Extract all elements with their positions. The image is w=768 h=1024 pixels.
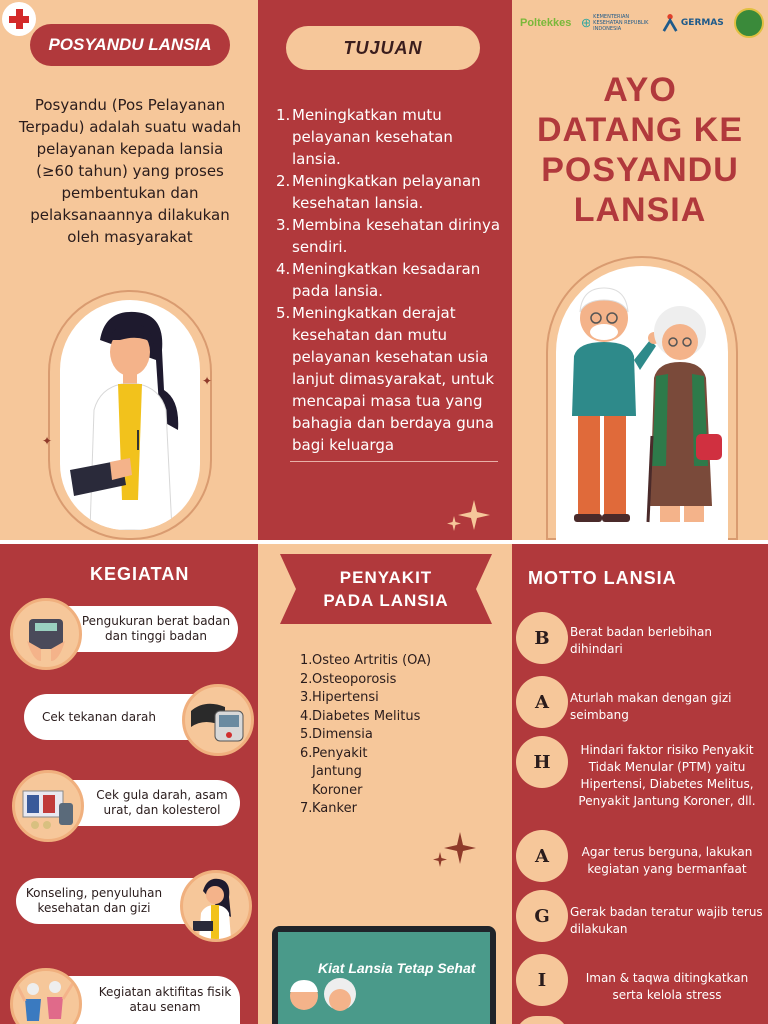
logo-bar — [520, 6, 764, 40]
list-item: 3. Hipertensi — [300, 690, 379, 705]
panel-intro — [0, 0, 258, 540]
doctor-icon — [180, 870, 252, 942]
headline: AYO DATANG KE POSYANDU LANSIA — [536, 71, 744, 229]
test-kit-icon — [12, 770, 84, 842]
motto-letter: B — [516, 612, 568, 664]
sparkle-icon — [430, 828, 480, 874]
activity-card: Pengukuran berat badan dan tinggi badan — [38, 606, 238, 652]
doctor-illustration — [60, 300, 200, 530]
motto-text: Aturlah makan dengan gizi seimbang — [570, 691, 732, 722]
activity-card: Kegiatan aktifitas fisik atau senam — [40, 976, 240, 1024]
motto-item — [516, 830, 764, 886]
elderly-couple-icon — [282, 972, 372, 1024]
motto-letter: G — [516, 890, 568, 942]
motto-text: Iman & taqwa ditingkatkan serta kelola stress — [585, 971, 749, 1002]
motto-letter: I — [516, 954, 568, 1006]
activity-card: Konseling, penyuluhan kesehatan dan gizi — [16, 878, 216, 924]
elderly-couple-illustration — [556, 266, 728, 540]
list-item: 3. Membina kesehatan dirinya sendiri. — [276, 216, 501, 256]
panel-activities — [0, 544, 258, 1024]
scale-icon — [10, 598, 82, 670]
kemkes-logo: KEMENTERIAN KESEHATAN REPUBLIK INDONESIA — [582, 12, 652, 34]
list-item: 1. Meningkatkan mutu pelayanan kesehatan lansia. — [276, 106, 453, 168]
motto-letter: A — [516, 830, 568, 882]
panel-goals — [258, 0, 512, 540]
panel-diseases — [262, 544, 510, 1024]
motto-letter-partial — [516, 1016, 568, 1024]
goals-list — [276, 104, 506, 456]
red-cross-icon — [2, 2, 36, 36]
elderly-couple-icon — [556, 266, 728, 540]
panel-motto — [512, 544, 768, 1024]
panel-headline — [512, 0, 768, 540]
motto-item — [516, 954, 764, 1010]
intro-paragraph: Posyandu (Pos Pelayanan Terpadu) adalah suatu wadah pelayanan kepada lansia (≥60 tahun) yang proses pembentukan dan pelaksanaannya dilakukan oleh masyarakat — [18, 96, 242, 246]
motto-item — [516, 736, 764, 836]
motto-item — [516, 674, 764, 730]
video-title: Kiat Lansia Tetap Sehat — [318, 960, 476, 976]
panel-motto-title: MOTTO LANSIA — [528, 568, 677, 588]
panel-goals-title: TUJUAN — [286, 26, 480, 70]
motto-item — [516, 610, 764, 666]
sparkle-icon — [444, 496, 494, 536]
panel-diseases-title: PENYAKIT PADA LANSIA — [323, 568, 449, 610]
video-screen — [278, 932, 490, 1024]
diseases-list — [300, 652, 500, 819]
kemkes-icon — [582, 14, 591, 32]
list-item: 2. Osteoporosis — [300, 671, 397, 687]
panel-intro-title: POSYANDU LANSIA — [30, 24, 230, 66]
list-item: 4. Meningkatkan kesadaran pada lansia. — [276, 260, 481, 300]
activity-card: Cek tekanan darah — [24, 694, 224, 740]
list-item: 5. Dimensia — [300, 727, 373, 742]
divider-line — [290, 461, 498, 462]
list-item: 1. Osteo Artritis (OA) — [300, 653, 432, 668]
poltekkes-logo: Poltekkes — [520, 17, 572, 29]
panel-activities-title: KEGIATAN — [90, 564, 190, 584]
motto-item — [516, 890, 764, 946]
list-item: 5. Meningkatkan derajat kesehatan dan mutu pelayanan kesehatan usia lanjut dimasyarakat, untuk mencapai masa tua yang bahagia dan berdaya guna bagi keluarga — [276, 304, 495, 454]
sparkle-icon: ✦ — [42, 434, 53, 448]
germas-icon — [662, 12, 678, 34]
motto-text: Gerak badan teratur wajib terus dilakukan — [570, 905, 763, 936]
motto-text: Hindari faktor risiko Penyakit Tidak Menular (PTM) yaitu Hipertensi, Diabetes Melitus, Penyakit Jantung Koroner, dll. — [578, 743, 756, 808]
activity-card: Cek gula darah, asam urat, dan kolesterol — [40, 780, 240, 826]
sparkle-icon: ✦ — [202, 374, 213, 388]
list-item: 7. Kanker — [300, 801, 357, 816]
motto-text: Berat badan berlebihan dihindari — [570, 625, 712, 656]
blood-pressure-monitor-icon — [182, 684, 254, 756]
list-item: 6. Penyakit Jantung Koroner — [300, 745, 368, 798]
motto-letter: A — [516, 676, 568, 728]
motto-letter: H — [516, 736, 568, 788]
list-item: 4. Diabetes Melitus — [300, 708, 421, 724]
doctor-icon — [60, 300, 200, 530]
seal-logo — [734, 8, 764, 38]
video-thumbnail[interactable] — [272, 926, 496, 1024]
germas-logo: GERMAS — [662, 11, 724, 35]
list-item: 2. Meningkatkan pelayanan kesehatan lansia. — [276, 172, 481, 212]
motto-text: Agar terus berguna, lakukan kegiatan yang bermanfaat — [581, 845, 753, 876]
